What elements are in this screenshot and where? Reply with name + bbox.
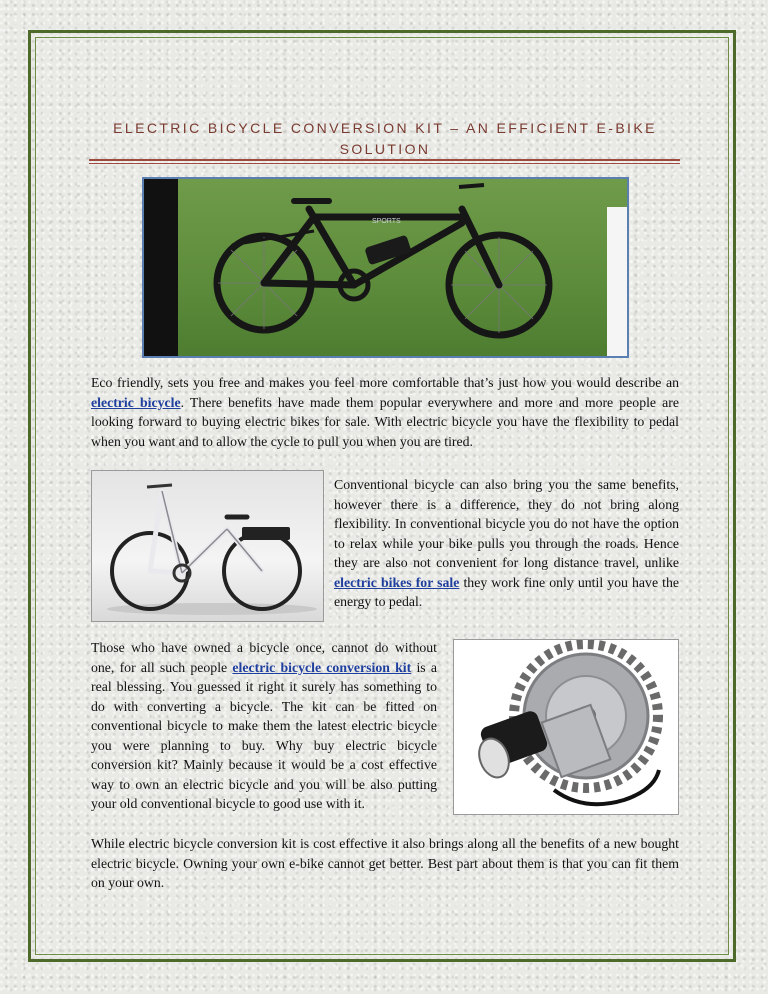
- motor-illustration: [454, 640, 678, 814]
- title-rule-thin: [89, 163, 680, 164]
- electric-bicycle-link[interactable]: electric bicycle: [91, 394, 181, 410]
- paragraph-conclusion: While electric bicycle conversion kit is cost effective it also brings along all the benefits of a new bought electric bicycle. Owning your own e-bike cannot get better. Best part about them is that you can fit them on your own.: [91, 836, 679, 890]
- paragraph-intro-text-2: . There benefits have made them popular everywhere and more and more people are looking forward to buying electric bikes for sale. With electric bicycle you have the flexibility to pedal when you want and to allow the cycle to pull you when you are tired.: [91, 394, 679, 449]
- bike-brand-text: SPORTS: [372, 218, 401, 225]
- paragraph-conventional: [334, 475, 679, 612]
- paragraph-conversion-kit: [91, 638, 437, 814]
- paragraph-conversion-kit-text-2: is a real blessing. You guessed it right it surely has something to do with converting a bicycle. The kit can be fitted on conventional bicycle to make them the latest electric bicycle you were planning to buy. Why buy electric bicycle conversion kit? Mainly because it would be a cost effective way to own an electric bicycle and you will be also putting your old conventional bicycle to good use with it.: [91, 659, 438, 811]
- city-bike-illustration: [92, 471, 323, 621]
- paragraph-intro-text-1: Eco friendly, sets you free and makes you feel more comfortable that’s just how you would describe an: [91, 375, 679, 390]
- electric-bicycle-conversion-kit-link[interactable]: electric bicycle conversion kit: [232, 659, 412, 675]
- article-title: ELECTRIC BICYCLE CONVERSION KIT – AN EFFICIENT E-BIKE SOLUTION: [113, 120, 657, 157]
- title-rule-thick: [89, 159, 680, 161]
- white-city-e-bike-image: [91, 470, 324, 622]
- black-mountain-e-bike-image: [142, 177, 629, 358]
- electric-bikes-for-sale-link[interactable]: electric bikes for sale: [334, 574, 460, 590]
- conversion-kit-motor-image: [453, 639, 679, 815]
- paragraph-intro: [91, 373, 679, 451]
- bike-illustration: [144, 179, 627, 356]
- paragraph-conventional-text-1: Conventional bicycle can also bring you the same benefits, however there is a difference, they do not bring along flexibility. In conventional bicycle you do not have the option to relax while your bike pulls you through the roads. Hence they are also not convenient for long distance travel, unlike: [334, 477, 679, 570]
- paragraph-conventional-text-2: they work fine only until you have the energy to pedal.: [334, 574, 679, 609]
- paragraph-conversion-kit-text-1: Those who have owned a bicycle once, cannot do without one, for all such people: [91, 640, 437, 675]
